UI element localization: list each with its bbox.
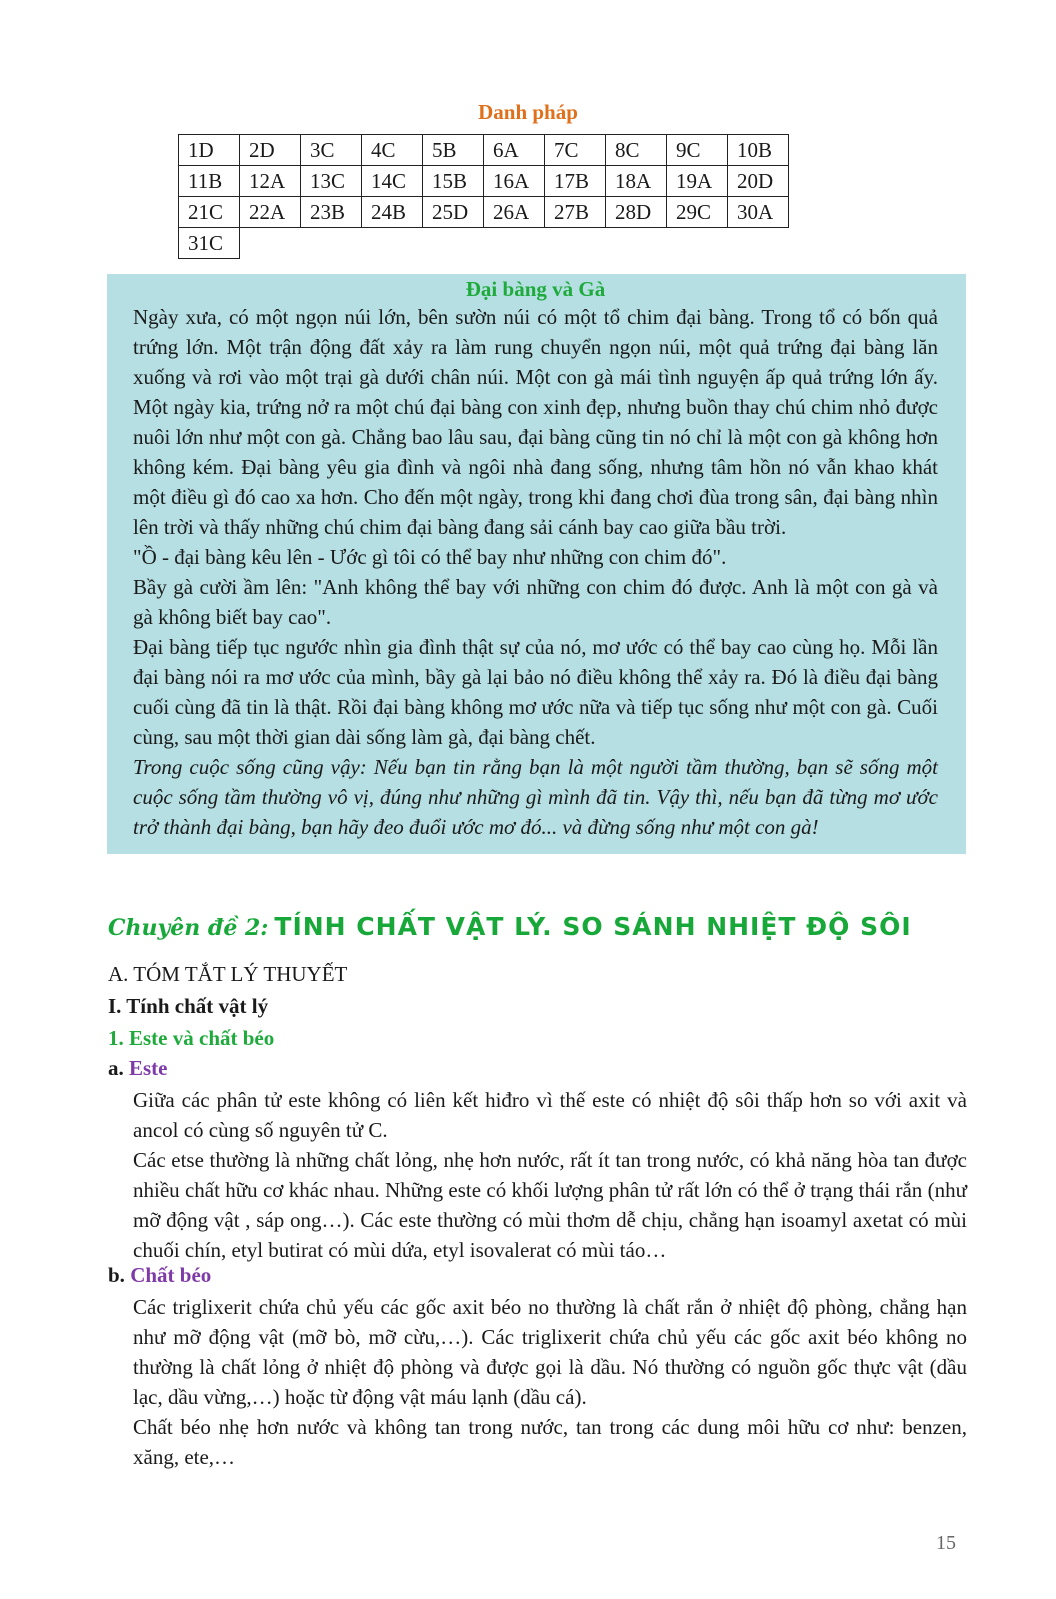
answer-cell: 6A	[484, 135, 545, 166]
answer-cell: 29C	[667, 197, 728, 228]
heading-physical-properties: I. Tính chất vật lý	[108, 994, 269, 1018]
answer-cell: 9C	[667, 135, 728, 166]
answer-cell: 17B	[545, 166, 606, 197]
answer-cell: 22A	[240, 197, 301, 228]
answer-cell: 18A	[606, 166, 667, 197]
subheading-prefix: a.	[108, 1056, 124, 1080]
story-title: Đại bàng và Gà	[465, 277, 606, 301]
answer-cell: 20D	[728, 166, 789, 197]
subheading-chat-beo	[108, 1263, 211, 1288]
answer-row	[179, 228, 789, 259]
heading-summary: A. TÓM TẮT LÝ THUYẾT	[108, 962, 348, 986]
section-title: TÍNH CHẤT VẬT LÝ. SO SÁNH NHIỆT ĐỘ SÔI	[274, 912, 912, 941]
empty-cell	[606, 228, 667, 259]
answer-cell: 28D	[606, 197, 667, 228]
story-moral: Trong cuộc sống cũng vậy: Nếu bạn tin rằng bạn là một người tầm thường, bạn sẽ sống một cuộc sống tầm thường vô vị, đúng như những gì mình đã tin. Vậy thì, nếu bạn đã từng mơ ước trở thành đại bàng, bạn hãy đeo đuổi ước mơ đó... và đừng sống như một con gà!	[133, 755, 938, 839]
empty-cell	[423, 228, 484, 259]
chat-beo-paragraph: Các triglixerit chứa chủ yếu các gốc axit béo no thường là chất rắn ở nhiệt độ phòng, chẳng hạn như mỡ động vật (mỡ bò, mỡ cừu,…). Các triglixerit chứa chủ yếu các gốc axit béo không no thường là chất lỏng ở nhiệt độ phòng và được gọi là dầu. Nó thường có nguồn gốc thực vật (dầu lạc, dầu vừng,…) hoặc từ động vật máu lạnh (dầu cá).	[133, 1295, 967, 1409]
subheading-prefix: b.	[108, 1263, 125, 1287]
empty-cell	[667, 228, 728, 259]
empty-cell	[301, 228, 362, 259]
answer-cell: 21C	[179, 197, 240, 228]
answer-cell: 30A	[728, 197, 789, 228]
page-number: 15	[936, 1532, 956, 1554]
answer-cell: 2D	[240, 135, 301, 166]
answer-cell: 31C	[179, 228, 240, 259]
subheading-term: Este	[129, 1056, 168, 1080]
answer-cell: 13C	[301, 166, 362, 197]
answer-cell: 27B	[545, 197, 606, 228]
answer-cell: 8C	[606, 135, 667, 166]
section-label: Chuyên đề 2:	[108, 915, 269, 941]
answer-cell: 25D	[423, 197, 484, 228]
answer-cell: 15B	[423, 166, 484, 197]
answer-cell: 12A	[240, 166, 301, 197]
answer-cell: 10B	[728, 135, 789, 166]
este-paragraph: Giữa các phân tử este không có liên kết hiđro vì thế este có nhiệt độ sôi thấp hơn so với axit và ancol có cùng số nguyên tử C.	[133, 1088, 967, 1142]
empty-cell	[362, 228, 423, 259]
answer-cell: 11B	[179, 166, 240, 197]
story-paragraph: Bầy gà cười ầm lên: "Anh không thể bay với những con chim đó được. Anh là một con gà và gà không biết bay cao".	[133, 575, 938, 629]
answer-cell: 14C	[362, 166, 423, 197]
answer-cell: 7C	[545, 135, 606, 166]
story-box	[107, 274, 966, 854]
empty-cell	[545, 228, 606, 259]
story-paragraph: Đại bàng tiếp tục ngước nhìn gia đình thật sự của nó, mơ ước có thể bay cao cùng họ. Mỗi lần đại bàng nói ra mơ ước của mình, bầy gà lại bảo nó điều không thể xảy ra. Đó là điều đại bàng cuối cùng đã tin là thật. Rồi đại bàng không mơ ước nữa và tiếp tục sống như một con gà. Cuối cùng, sau một thời gian dài sống làm gà, đại bàng chết.	[133, 635, 938, 749]
answer-cell: 3C	[301, 135, 362, 166]
answer-cell: 4C	[362, 135, 423, 166]
subheading-este	[108, 1056, 168, 1081]
answer-cell: 23B	[301, 197, 362, 228]
answer-cell: 16A	[484, 166, 545, 197]
heading-este-chat-beo: 1. Este và chất béo	[108, 1026, 275, 1050]
answer-table	[178, 134, 789, 259]
answer-row	[179, 197, 789, 228]
empty-cell	[728, 228, 789, 259]
subheading-term: Chất béo	[130, 1263, 212, 1287]
answer-cell: 26A	[484, 197, 545, 228]
answer-cell: 19A	[667, 166, 728, 197]
answer-row	[179, 166, 789, 197]
empty-cell	[240, 228, 301, 259]
answer-cell: 24B	[362, 197, 423, 228]
section-heading	[108, 912, 912, 941]
answer-row	[179, 135, 789, 166]
chat-beo-paragraph: Chất béo nhẹ hơn nước và không tan trong nước, tan trong các dung môi hữu cơ như: benzen, xăng, ete,…	[133, 1415, 967, 1469]
answer-table-title: Danh pháp	[478, 100, 578, 124]
story-paragraph: Ngày xưa, có một ngọn núi lớn, bên sườn núi có một tổ chim đại bàng. Trong tổ có bốn quả trứng lớn. Một trận động đất xảy ra làm rung chuyển ngọn núi, một quả trứng đại bàng lăn xuống và rơi vào một trại gà dưới chân núi. Một con gà mái tình nguyện ấp quả trứng lớn ấy. Một ngày kia, trứng nở ra một chú đại bàng con xinh đẹp, nhưng buồn thay chú chim nhỏ được nuôi lớn như một con gà. Chẳng bao lâu sau, đại bàng cũng tin nó chỉ là một con gà không hơn không kém. Đại bàng yêu gia đình và ngôi nhà đang sống, nhưng tâm hồn nó vẫn khao khát một điều gì đó cao xa hơn. Cho đến một ngày, trong khi đang chơi đùa trong sân, đại bàng nhìn lên trời và thấy những chú chim đại bàng đang sải cánh bay cao giữa bầu trời.	[133, 305, 938, 539]
answer-cell: 5B	[423, 135, 484, 166]
answer-cell: 1D	[179, 135, 240, 166]
este-paragraph: Các etse thường là những chất lỏng, nhẹ hơn nước, rất ít tan trong nước, có khả năng hòa tan được nhiều chất hữu cơ khác nhau. Những este có khối lượng phân tử rất lớn có thể ở trạng thái rắn (như mỡ động vật , sáp ong…). Các este thường có mùi thơm dễ chịu, chẳng hạn isoamyl axetat có mùi chuối chín, etyl butirat có mùi dứa, etyl isovalerat có mùi táo…	[133, 1148, 967, 1262]
empty-cell	[484, 228, 545, 259]
story-paragraph: "Ồ - đại bàng kêu lên - Ước gì tôi có thể bay như những con chim đó".	[133, 545, 727, 569]
